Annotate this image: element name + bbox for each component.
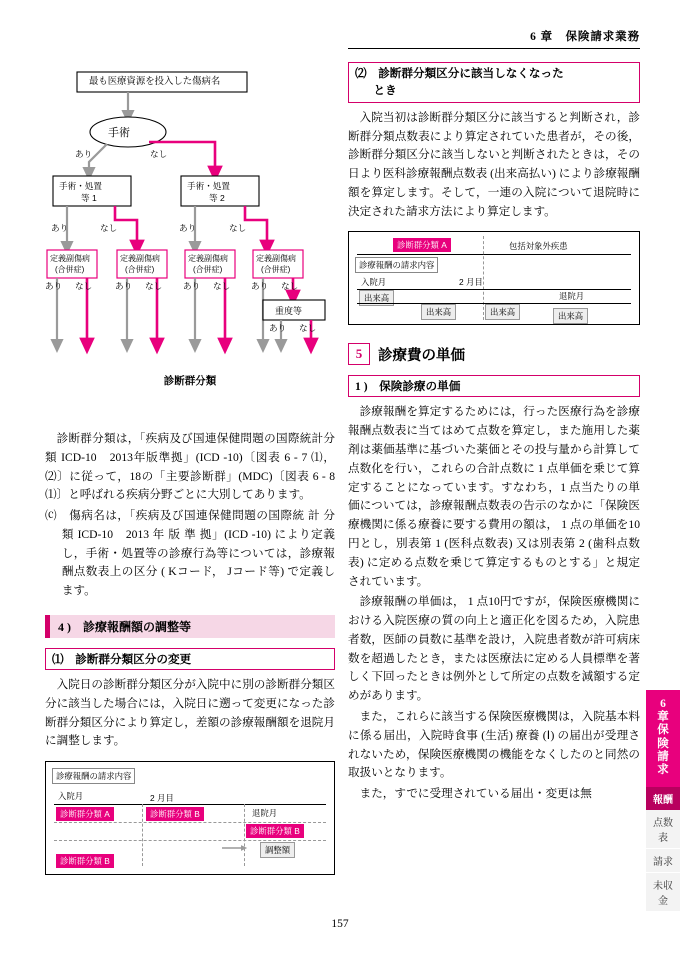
figure-bar-dpc-b1: 診断群分類 B xyxy=(146,807,204,821)
figure-label-discharge-month: 退院月 xyxy=(252,808,278,819)
chart-branch-no-5: なし xyxy=(145,281,163,291)
chart-node-proc2-line2: 等 2 xyxy=(209,193,225,203)
figure-r-label-excluded: 包括対象外疾患 xyxy=(509,241,568,252)
figure-label-admission-month: 入院月 xyxy=(58,791,84,802)
figure-bar-dpc-b3: 診断群分類 B xyxy=(56,854,114,868)
chart-title-box-label: 最も医療資源を投入した傷病名 xyxy=(89,75,221,86)
heading-5-not-applicable-line1: ⑵ 診断群分類区分に該当しなくなった xyxy=(355,67,564,80)
side-tab-section: 報酬 xyxy=(646,787,680,810)
left-paragraph-2: ⒞ 傷病名は，「疾病及び国連保健問題の国際統 計 分 類 ICD-10 2013 年 版 準 拠」(ICD -10) により定義し，手術・処置等の診療行為等については，診療報酬点数表上の区分 ( Kコード， Jコード等) で定義します。 xyxy=(45,509,335,598)
figure-r-bar-dpc-a: 診断群分類 A xyxy=(393,238,451,252)
section-number-badge: 5 xyxy=(348,343,370,365)
side-thumb-index xyxy=(646,690,680,912)
figure-r-bar-fee1: 出来高 xyxy=(359,290,394,306)
chart-node-operation: 手術 xyxy=(108,127,130,139)
chart-branch-yes-6: あり xyxy=(183,281,201,291)
section-title: 診療費の単価 xyxy=(378,347,465,364)
left-column xyxy=(45,62,335,879)
chart-branch-no-8: なし xyxy=(299,323,317,333)
figure-r-bar-fee2: 出来高 xyxy=(421,304,456,320)
heading-5-insurance-unit-price: 1 ) 保険診療の単価 xyxy=(348,375,640,397)
chart-branch-yes-2: あり xyxy=(51,223,69,233)
chart-node-comp-4a: 定義副傷病 xyxy=(256,254,296,263)
figure-r-bar-fee4: 出来高 xyxy=(553,308,588,324)
right-column xyxy=(348,62,640,806)
chart-node-proc2-line1: 手術・処置 xyxy=(187,181,230,191)
dpc-flow-chart xyxy=(45,70,335,430)
side-tab-item-2: 未収金 xyxy=(646,873,680,912)
side-tab-item-0: 点数表 xyxy=(646,810,680,849)
heading-4-adjustment: 4 ) 診療報酬額の調整等 xyxy=(45,615,335,638)
running-header: 6 章 保険請求業務 xyxy=(530,31,640,43)
right-paragraph-3: 診療報酬の単価は， 1 点10円ですが，保険医療機関における入院医療の質の向上と適正化を図るため，入院患者数，医師の員数に基準を設け，入院患者数が許可病床数を超過したとき，または医療法に定める人員標準を著しく下回ったときは例外として所定の点数を減額する定めがあります。 xyxy=(348,595,640,703)
figure-bar-adjustment: 調整額 xyxy=(260,842,295,858)
chart-branch-yes-7: あり xyxy=(251,281,269,291)
chart-node-comp-2a: 定義副傷病 xyxy=(120,254,160,263)
header-rule xyxy=(348,48,640,49)
side-tab-chapter xyxy=(646,690,680,787)
figure-bar-dpc-b2: 診断群分類 B xyxy=(246,824,304,838)
right-paragraph-1: 入院当初は診断群分類区分に該当すると判断され，診断群分類点数表により算定されていた患者が，その後，診断群分類区分に該当しないと判断されたときは，その日より医科診療報酬点数表 (出来高払い) により診療報酬額を算定します。そして，一連の入院について退院時に決定された請求方法により算定します。 xyxy=(348,110,640,218)
side-tab-item-1: 請求 xyxy=(646,849,680,873)
chart-node-proc1-line2: 等 1 xyxy=(81,193,97,203)
side-tab-chapter-line2: 保険請求 xyxy=(657,724,669,777)
chart-branch-no-4: なし xyxy=(75,281,93,291)
chart-node-comp-3a: 定義副傷病 xyxy=(188,254,228,263)
chart-branch-no-7: なし xyxy=(281,281,299,291)
figure-label-month2: 2 月目 xyxy=(150,793,174,804)
figure-r-label-discharge-month: 退院月 xyxy=(559,291,585,302)
chart-branch-no-3: なし xyxy=(229,223,247,233)
heading-5-not-applicable xyxy=(348,62,640,103)
chart-node-comp-4b: (合併症) xyxy=(261,265,291,274)
chart-branch-yes-1: あり xyxy=(75,149,93,159)
chart-node-comp-1b: (合併症) xyxy=(55,265,85,274)
chart-node-comp-1a: 定義副傷病 xyxy=(50,254,90,263)
chart-branch-no-6: なし xyxy=(213,281,231,291)
figure-tag-request-content: 診療報酬の請求内容 xyxy=(52,768,135,784)
chart-branch-yes-8: あり xyxy=(269,323,287,333)
figure-r-label-admission-month: 入院月 xyxy=(361,277,387,288)
chart-branch-yes-5: あり xyxy=(115,281,133,291)
chart-node-comp-3b: (合併症) xyxy=(193,265,223,274)
side-tab-chapter-line1: 6 章 xyxy=(657,698,669,724)
right-paragraph-2: 診療報酬を算定するためには，行った医療行為を診療報酬点数表に当てはめて点数を算定し，また施用した薬剤は薬価基準に基づいた薬価とその投与量から計算して点数化を行い，これらの合計点数に 1 点単価を乗じて算定することになっています。すなわち，1 点当たりの単価については，診療報酬点数表の告示のなかに「保険医療機関に係る療養に要する費用の額は， 1 点の単価を10円とし，別表第 1 (医科点数表) 又は別表第 2 (歯科点数表) に定める点数を乗じて算定するものとする」と規定されています。 xyxy=(348,405,640,588)
figure-r-bar-fee3: 出来高 xyxy=(485,304,520,320)
heading-5-not-applicable-line2: とき xyxy=(373,84,397,98)
chart-branch-yes-3: あり xyxy=(179,223,197,233)
heading-3-unit-price xyxy=(348,343,640,365)
page-number: 157 xyxy=(331,918,349,930)
chart-branch-yes-4: あり xyxy=(45,281,63,291)
right-paragraph-5: また，すでに受理されている届出・変更は無 xyxy=(359,787,592,801)
left-paragraph-1: 診断群分類は，「疾病及び国連保健問題の国際統計分類 ICD-10 2013年版準拠」(ICD -10)〔図表 6 - 7 ⑴，⑵〕に従って，18の「主要診断群」(MDC)〔図表 6 - 8 ⑴〕と呼ばれる疾病分野ごとに大別してあります。 xyxy=(45,432,335,502)
figure-bar-dpc-a: 診断群分類 A xyxy=(56,807,114,821)
right-paragraph-4: また，これらに該当する保険医療機関は，入院基本料に係る届出，入院時食事 (生活) 療養 (Ⅰ) の届出が受理されないため，保険医療機関の機能をなくしたのと同然の取扱いとなります。 xyxy=(348,709,640,780)
chart-node-proc1-line1: 手術・処置 xyxy=(59,181,102,191)
heading-5-dpc-change: ⑴ 診断群分類区分の変更 xyxy=(45,648,335,670)
chart-branch-no-1: なし xyxy=(150,149,168,159)
chart-caption: 診断群分類 xyxy=(163,376,217,387)
figure-not-applicable xyxy=(348,231,640,325)
chart-branch-no-2: なし xyxy=(100,223,118,233)
chart-node-severity: 重度等 xyxy=(275,306,303,316)
chart-node-comp-2b: (合併症) xyxy=(125,265,155,274)
left-paragraph-3: 入院日の診断群分類区分が入院中に別の診断群分類区分に該当した場合には，入院日に遡って変更になった診断群分類区分により算定し，差額の診療報酬額を退院月に調整します。 xyxy=(45,678,335,748)
figure-r-label-month2: 2 月目 xyxy=(459,277,483,288)
figure-r-tag-request-content: 診療報酬の請求内容 xyxy=(355,257,438,273)
figure-dpc-change xyxy=(45,761,335,875)
